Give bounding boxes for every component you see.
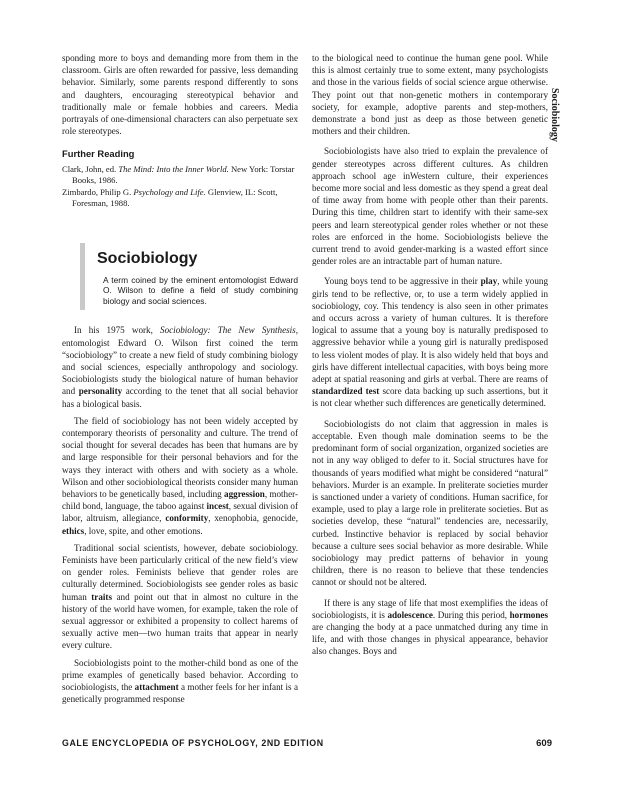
body-paragraph: Young boys tend to be aggressive in their play, while young girls tend to be reflective, or, to use a term widely applied in sociobiology, coy. This tendency is also seen in other primates and occurs across a variety of human cultures. It is therefore logical to assume that a young boy is naturally predisposed to aggressive behavior while a young girl is naturally predisposed to less violent modes of play. It is also widely held that boys and girls have different intellectual capacities, with boys being more adept at spatial reasoning and girls at verbal. There are reams of standardized test score data backing up such assertions, but it is not clear whether such differences are genetically determined.	[312, 276, 549, 409]
body-paragraph: The field of sociobiology has not been widely accepted by contemporary theorists of personality and culture. The trend of social thought for several decades has been that humans are by and large responsible for their personal behaviors and for the ways they interact with others and with society as a whole. Wilson and other sociobiological theorists consider many human behaviors to be genetically based, including aggression, mother-child bond, language, the taboo against incest, sexual division of labor, altruism, allegiance, conformity, xenophobia, genocide, ethics, love, spite, and other emotions.	[62, 415, 298, 536]
page-number: 609	[536, 738, 552, 749]
body-paragraph: to the biological need to continue the human gene pool. While this is almost certainly true to some extent, many psychologists and those in the various fields of social science argue otherwise. They point out that non-genetic mothers in contemporary society, for example, adoptive parents and step-mothers, demonstrate a bond just as deep as those between genetic mothers and their children.	[312, 53, 548, 137]
entry-title: Sociobiology	[97, 249, 198, 267]
body-paragraph: Sociobiologists point to the mother-child bond as one of the prime examples of genetically based behavior. According to sociobiologists, the attachment a mother feels for her infant is a genetically programmed response	[62, 657, 298, 705]
body-paragraph: In his 1975 work, Sociobiology: The New Synthesis, entomologist Edward O. Wilson first coined the term “sociobiology” to create a new field of study combining biology and social sciences, especially anthropology and sociology. Sociobiologists study the biological nature of human behavior and personality according to the tenet that all social behavior has a biological basis.	[62, 325, 299, 409]
intro-paragraph: sponding more to boys and demanding more from them in the classroom. Girls are often rewarded for passive, less demanding behavior. Similarly, some parents respond differently to sons and daughters, encouraging stereotypical behavior and traditionally male or female hobbies and careers. Media portrayals of one-dimensional characters can also perpetuate sex role stereotypes.	[62, 53, 298, 137]
entry-definition: A term coined by the eminent entomologist Edward O. Wilson to define a field of study combining biology and social sciences.	[103, 274, 298, 306]
entry-header-box	[80, 243, 298, 311]
publication-title: GALE ENCYCLOPEDIA OF PSYCHOLOGY, 2ND EDITION	[62, 738, 324, 748]
page-footer	[62, 738, 552, 748]
further-reading-heading: Further Reading	[62, 148, 135, 160]
running-head-side-label: Sociobiology	[549, 88, 560, 142]
body-paragraph: Traditional social scientists, however, debate sociobiology. Feminists have been particularly critical of the new field’s view on gender roles. Feminists believe that gender roles are culturally determined. Sociobiologists see gender roles as basic human traits and point out that in almost no culture in the history of the world have women, for example, taken the role of sexual aggressor or exhibited a propensity to collect harems of sexually active men—two human traits that appear in nearly every culture.	[62, 542, 298, 651]
body-paragraph: If there is any stage of life that most exemplifies the ideas of sociobiologists, it is adolescence. During this period, hormones are changing the body at a pace unmatched during any time in life, and with those changes in physical appearance, behavior also changes. Boys and	[312, 597, 548, 657]
left-column	[62, 52, 298, 711]
right-column	[312, 52, 548, 663]
body-paragraph: Sociobiologists have also tried to explain the prevalence of gender stereotypes across different cultures. As children approach school age inWestern culture, their experiences become more social and less domestic as they spend a great deal of time away from home with people other than their parents. During this time, children start to identify with their same-sex peers and learn stereotypical gender roles whether or not these roles are enforced in the home. Sociobiologists believe the current trend to avoid gender-marking is a wasted effort since gender roles are an intractable part of human nature.	[312, 146, 548, 267]
reference-item: Zimbardo, Philip G. Psychology and Life. Glenview, IL: Scott, Foresman, 1988.	[62, 186, 278, 208]
body-paragraph: Sociobiologists do not claim that aggression in males is acceptable. Even though male domination seems to be the predominant form of social organization, organized societies are not in any way obliged to defer to it. Social structures have for thousands of years modified what might be considered “natural” behaviors. Murder is an example. In preliterate societies murder is sanctioned under a variety of conditions. Human sacrifice, for example, used to play a large role in preliterate societies. But as societies develop, these “natural” tendencies are, necessarily, curbed. Instinctive behavior is replaced by social behavior because a culture sees social behavior as more desirable. While sociobiology may predict patterns of behavior in young children, there is no reason to believe that these tendencies cannot or should not be altered.	[312, 418, 548, 588]
reference-item: Clark, John, ed. The Mind: Into the Inner World. New York: Torstar Books, 1986.	[62, 163, 295, 185]
